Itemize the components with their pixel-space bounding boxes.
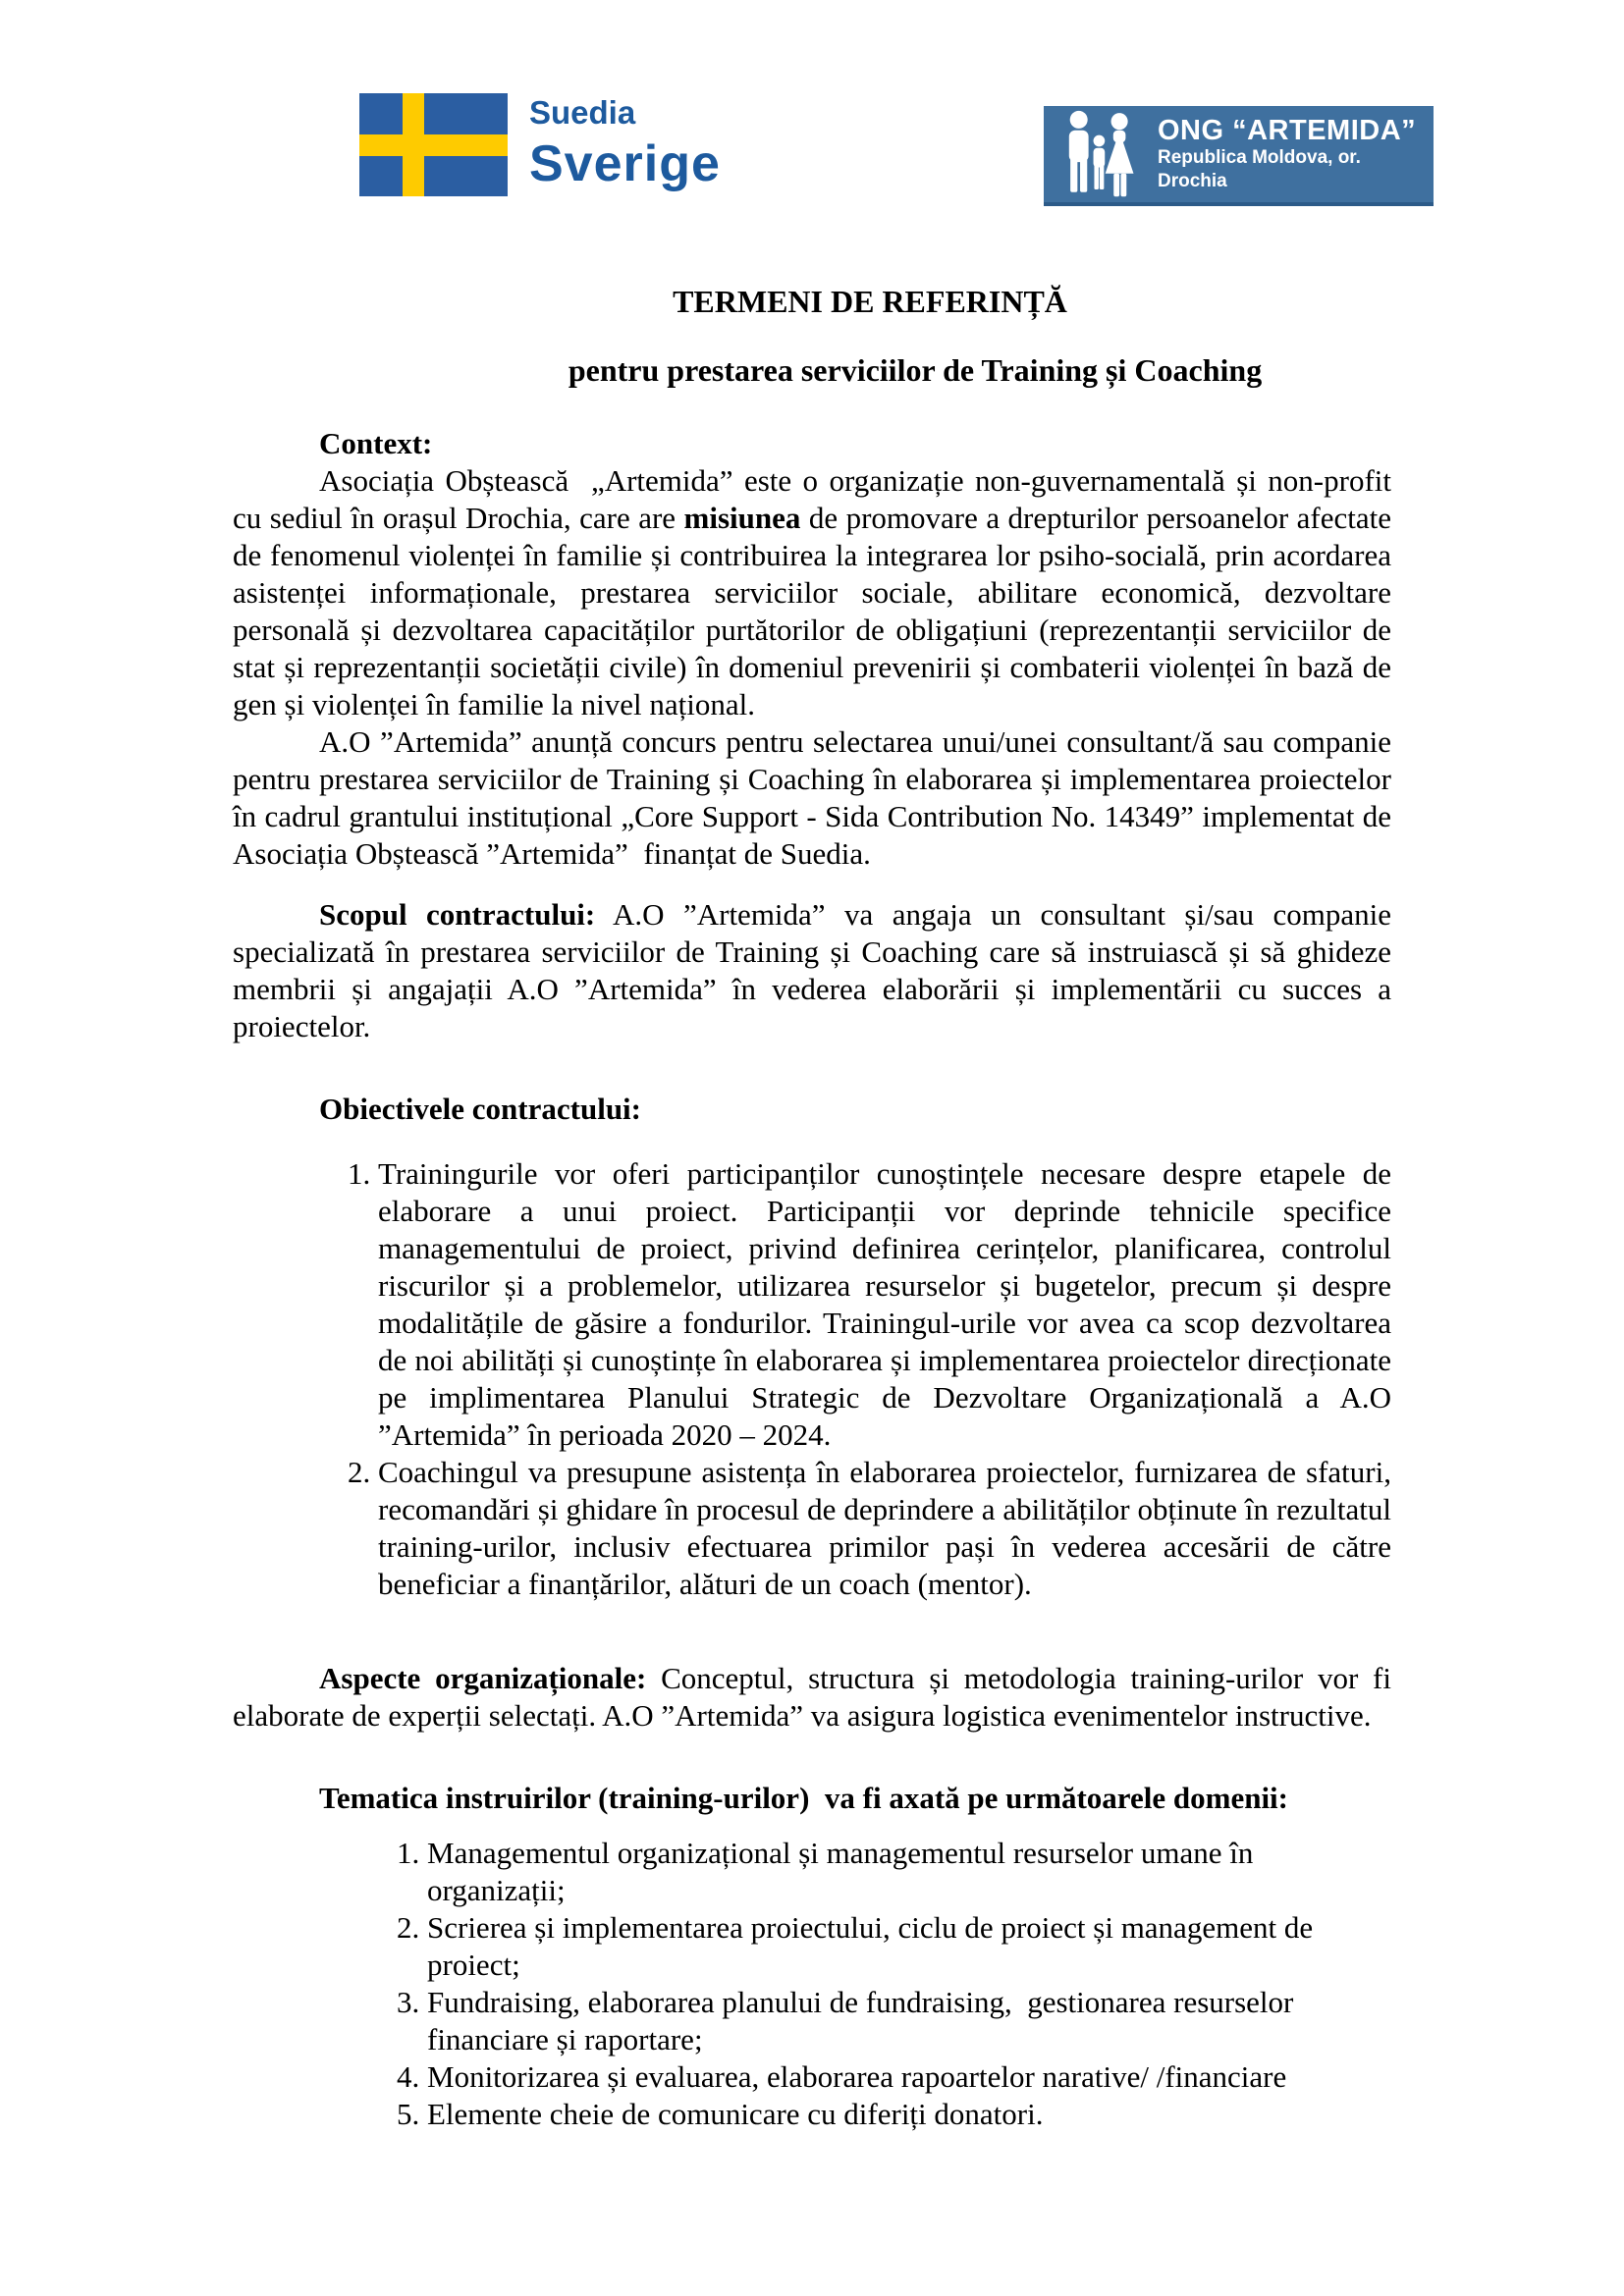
aspecte-heading-label: Aspecte organizaționale: [319, 1661, 647, 1695]
tematica-heading-label: Tematica instruirilor (training-urilor) va fi axată pe următoarele domenii: [319, 1781, 1288, 1815]
sweden-logo [359, 93, 721, 196]
artemida-name: ONG “ARTEMIDA” [1158, 115, 1417, 146]
page-header [0, 0, 1624, 203]
tematica-heading [233, 1780, 1391, 1817]
doc-subtitle: pentru prestarea serviciilor de Training și Coaching [568, 352, 1263, 388]
doc-title: TERMENI DE REFERINȚĂ [673, 284, 1067, 319]
context-p1-before: Asociația Obștească „Artemida” este o organizație non-guvernamentală și non-profit cu sediul în orașul Drochia, care are [233, 463, 1399, 535]
artemida-logo [1044, 106, 1434, 206]
scop-text: A.O ”Artemida” va angaja un consultant și/sau companie specializată în prestarea serviciilor de Training și Coaching care să instruiască și să ghideze membrii și angajații A.O ”Artemida” în vederea elaborării și implementării cu succes a proiectelor. [233, 897, 1399, 1043]
context-heading-label: Context: [319, 426, 433, 460]
scop-heading-label: Scopul contractului: [319, 897, 596, 932]
aspecte-paragraph [233, 1660, 1399, 1735]
scop-paragraph [233, 896, 1399, 1045]
sweden-flag-icon [359, 93, 508, 196]
sweden-label-ro: Suedia [529, 94, 636, 131]
sweden-logo-text [529, 93, 721, 192]
objective-item: 2. Coachingul va presupune asistența în elaborarea proiectelor, furnizarea de sfaturi, recomandări și ghidare în procesul de deprindere a abilităților obținute în rezultatul training-urilor, inclusiv efectuarea primilor pași în vederea accesării de către beneficiar a finanțărilor, alături de un coach (mentor). [378, 1454, 1391, 1603]
sweden-label-sv: Sverige [529, 135, 721, 192]
objectives-list [233, 1155, 1399, 1603]
obiective-heading-label: Obiectivele contractului: [319, 1092, 641, 1126]
domains-list [233, 1835, 1391, 2133]
context-paragraph-1 [233, 462, 1399, 723]
domain-item: 5. Elemente cheie de comunicare cu diferiți donatori. [427, 2096, 1391, 2133]
family-icon [1054, 110, 1152, 198]
domain-item: 2. Scrierea și implementarea proiectului, ciclu de proiect și management de proiect; [427, 1909, 1391, 1984]
document-content [0, 283, 1624, 2133]
domain-item: 4. Monitorizarea și evaluarea, elaborarea rapoartelor narative/ /financiare [427, 2058, 1391, 2096]
domain-item: 1. Managementul organizațional și managementul resurselor umane în organizații; [427, 1835, 1391, 1909]
context-p1-after: de promovare a drepturilor persoanelor afectate de fenomenul violenței în familie și contribuirea la integrarea lor psiho-socială, prin acordarea asistenței informaționale, prestarea serviciilor sociale, abilitare economică, dezvoltare personală și dezvoltarea capacităților purtătorilor de obligațiuni (reprezentanții serviciilor de stat și reprezentanții societății civile) în domeniul prevenirii și combaterii violenței în bază de gen și violenței în familie la nivel național. [233, 501, 1399, 721]
obiective-heading [233, 1091, 1391, 1128]
artemida-location: Republica Moldova, or. Drochia [1158, 147, 1361, 191]
aspecte-text: Conceptul, structura și metodologia training-urilor vor fi elaborate de experții selectați. A.O ”Artemida” va asigura logistica evenimentelor instructive. [233, 1661, 1399, 1733]
flag-horizontal-bar [359, 134, 508, 156]
context-p1-bold: misiunea [683, 501, 801, 535]
objective-item: 1. Trainingurile vor oferi participanților cunoștințele necesare despre etapele de elaborare a unui proiect. Participanții vor deprinde tehnicile specifice managementului de proiect, privind definirea cerințelor, planificarea, controlul riscurilor și a problemelor, utilizarea resurselor și bugetelor, precum și despre modalitățile de găsire a fondurilor. Trainingul-urile vor avea ca scop dezvoltarea de noi abilități și cunoștințe în elaborarea și implementarea proiectelor direcționate pe implimentarea Planului Strategic de Dezvoltare Organizațională a A.O ”Artemida” în perioada 2020 – 2024. [378, 1155, 1391, 1454]
artemida-logo-text [1158, 115, 1434, 193]
context-heading [233, 425, 1391, 462]
context-paragraph-2: A.O ”Artemida” anunță concurs pentru selectarea unui/unei consultant/ă sau companie pentru prestarea serviciilor de Training și Coaching în elaborarea și implementarea proiectelor în cadrul grantului instituțional „Core Support - Sida Contribution No. 14349” implementat de Asociația Obștească ”Artemida” finanțat de Suedia. [233, 724, 1399, 871]
domain-item: 3. Fundraising, elaborarea planului de fundraising, gestionarea resurselor financiare și raportare; [427, 1984, 1391, 2058]
